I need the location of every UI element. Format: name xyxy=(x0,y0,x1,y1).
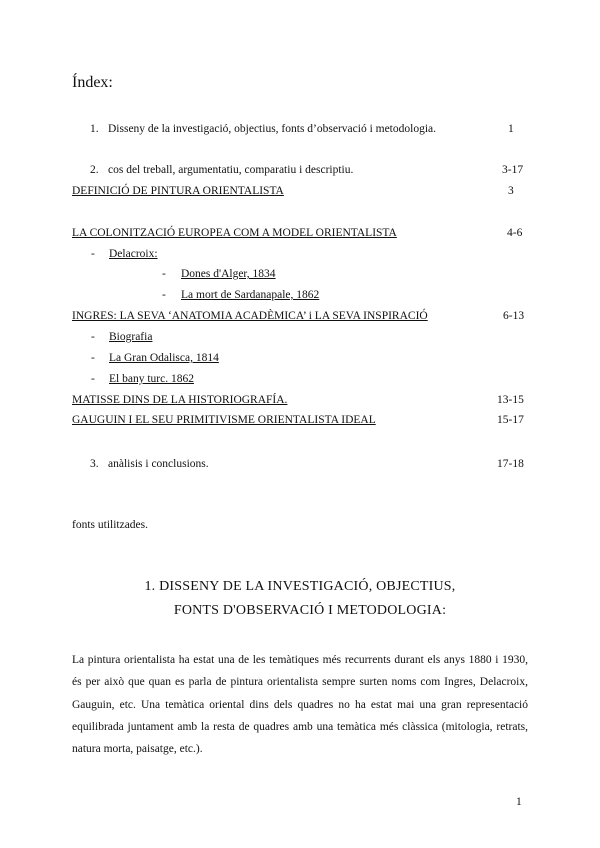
toc-item-2-label: cos del treball, argumentatiu, comparatiu i descriptiu. xyxy=(108,164,354,176)
toc-bany-turc[interactable] xyxy=(0,371,600,387)
list-dash: - xyxy=(91,373,95,385)
toc-definicio-page: 3 xyxy=(508,185,514,197)
toc-item-2-page: 3-17 xyxy=(502,164,524,176)
toc-gauguin-page: 15-17 xyxy=(497,414,524,426)
toc-item-1-label: Disseny de la investigació, objectius, fonts d’observació i metodologia. xyxy=(108,123,436,135)
toc-item-1-number: 1. xyxy=(90,123,99,135)
toc-item-3-number: 3. xyxy=(90,458,99,470)
toc-colonitzacio[interactable] xyxy=(0,225,600,241)
list-dash: - xyxy=(162,289,166,301)
page-number: 1 xyxy=(516,796,522,808)
toc-colonitzacio-page: 4-6 xyxy=(507,227,523,239)
toc-delacroix-link[interactable]: Delacroix: xyxy=(109,248,158,260)
toc-item-3-label: anàlisis i conclusions. xyxy=(108,458,209,470)
toc-ingres-link[interactable]: INGRES: LA SEVA ‘ANATOMIA ACADÈMICA’ i LA SEVA INSPIRACIÓ xyxy=(72,310,428,322)
toc-bany-turc-link[interactable]: El bany turc. 1862 xyxy=(109,373,194,385)
index-title: Índex: xyxy=(72,74,113,91)
toc-colonitzacio-link[interactable]: LA COLONITZACIÓ EUROPEA COM A MODEL ORIENTALISTA xyxy=(72,227,397,239)
toc-item-2 xyxy=(0,162,600,178)
toc-dones-alger[interactable] xyxy=(0,266,600,282)
toc-mort-sardanapale[interactable] xyxy=(0,287,600,303)
toc-gauguin-link[interactable]: GAUGUIN I EL SEU PRIMITIVISME ORIENTALISTA IDEAL xyxy=(72,414,376,426)
list-dash: - xyxy=(162,268,166,280)
toc-gauguin[interactable] xyxy=(0,412,600,428)
toc-gran-odalisca[interactable] xyxy=(0,350,600,366)
toc-ingres[interactable] xyxy=(0,308,600,324)
toc-definicio[interactable] xyxy=(0,183,600,199)
toc-gran-odalisca-link[interactable]: La Gran Odalisca, 1814 xyxy=(109,352,219,364)
toc-matisse-page: 13-15 xyxy=(497,394,524,406)
body-paragraph: La pintura orientalista ha estat una de les temàtiques més recurrents durant els anys 1880 i 1930, és per això que quan es parla de pintura orientalista sempre surten noms com Ingres, Delacroix, Gauguin, etc. Una temàtica oriental dins dels quadres no ha estat mai una gran representació equilibrada juntament amb la resta de quadres amb una temàtica més clàssica (mitologia, retrats, natura morta, paisatge, etc.). xyxy=(72,654,528,756)
toc-item-2-number: 2. xyxy=(90,164,99,176)
toc-matisse-link[interactable]: MATISSE DINS DE LA HISTORIOGRAFÍA. xyxy=(72,394,288,406)
list-dash: - xyxy=(91,331,95,343)
fonts-label: fonts utilitzades. xyxy=(72,519,149,531)
section-heading-line-1: 1. DISSENY DE LA INVESTIGACIÓ, OBJECTIUS, xyxy=(144,579,456,594)
section-heading-line-2: FONTS D'OBSERVACIÓ I METODOLOGIA: xyxy=(173,603,447,618)
list-dash: - xyxy=(91,352,95,364)
toc-dones-alger-link[interactable]: Dones d'Alger, 1834 xyxy=(181,268,276,280)
toc-biografia[interactable] xyxy=(0,329,600,345)
list-dash: - xyxy=(91,248,95,260)
toc-item-3-page: 17-18 xyxy=(497,458,524,470)
toc-ingres-page: 6-13 xyxy=(503,310,525,322)
toc-mort-sardanapale-link[interactable]: La mort de Sardanapale, 1862 xyxy=(181,289,320,301)
toc-item-3 xyxy=(0,456,600,472)
toc-matisse[interactable] xyxy=(0,392,600,408)
toc-biografia-link[interactable]: Biografia xyxy=(109,331,153,343)
toc-delacroix[interactable] xyxy=(0,246,600,262)
toc-definicio-link[interactable]: DEFINICIÓ DE PINTURA ORIENTALISTA xyxy=(72,185,284,197)
toc-item-1-page: 1 xyxy=(508,123,514,135)
toc-item-1 xyxy=(0,121,600,137)
